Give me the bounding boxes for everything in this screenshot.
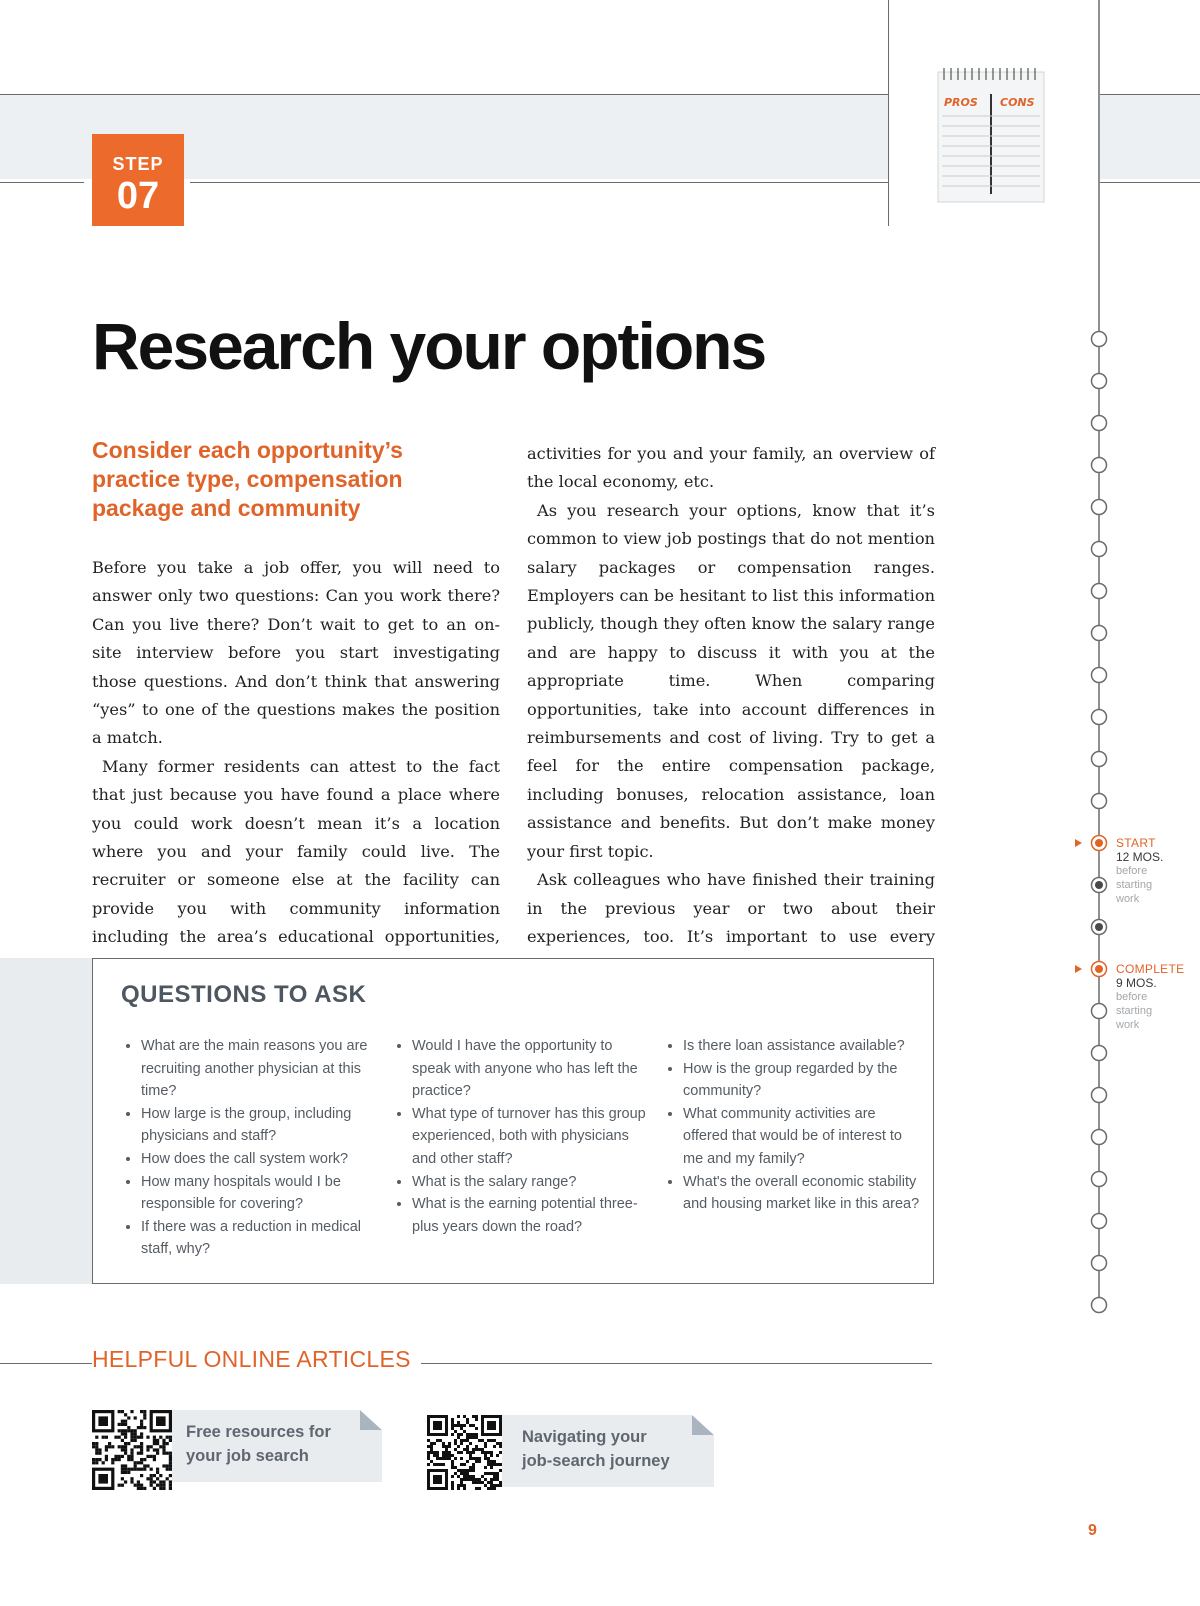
question-item: • How large is the group, including physicians and staff? (141, 1103, 381, 1148)
questions-list-2 (392, 1035, 652, 1238)
timeline-note: before (1116, 991, 1148, 1003)
article-link-1[interactable] (186, 1420, 331, 1468)
timeline-node (1092, 332, 1107, 347)
step-number: 07 (116, 175, 160, 217)
question-item: • How many hospitals would I be responsible for covering? (141, 1171, 381, 1216)
timeline-start-label (1116, 836, 1163, 906)
timeline-node (1092, 668, 1107, 683)
timeline-node (1092, 584, 1107, 599)
question-item: • What is the salary range? (412, 1171, 652, 1194)
question-item: • Is there loan assistance available? (683, 1035, 923, 1058)
body-paragraph-text: Ask colleagues who have finished their training in the previous year or two about their experiences, too. It’s important to use every (527, 870, 935, 946)
timeline-node (1092, 458, 1107, 473)
questions-title: QUESTIONS TO ASK (121, 981, 367, 1008)
timeline-node (1092, 1298, 1107, 1313)
timeline-node-fill (1095, 881, 1103, 889)
question-item: • What type of turnover has this group experienced, both with physicians and other staff? (412, 1103, 652, 1171)
question-item: • How does the call system work? (141, 1148, 381, 1171)
timeline-node (1092, 416, 1107, 431)
header-rule-left (0, 182, 84, 183)
timeline-node (1092, 374, 1107, 389)
body-paragraph: Many former residents can attest to the fact that just because you have found a place where you could work doesn’t mean it’s a location where you and your family could live. The recruiter or someone else at the facility can provide you with community information including the area’s educational opportunities, (92, 756, 500, 947)
article-title-line: your job search (186, 1447, 309, 1465)
body-paragraph: Before you take a job offer, you will need to answer only two questions: Can you work there? Can you live there? Don’t wait to get to an on-site interview before you start investigating those questions. And don’t think that answering “yes” to one of the questions makes the position a match. (92, 558, 500, 748)
article-title-line: Navigating your (522, 1428, 647, 1446)
questions-list-3 (663, 1035, 923, 1216)
timeline-complete-label (1116, 962, 1184, 1032)
timeline-note: before (1116, 865, 1148, 877)
timeline-node-fill (1095, 839, 1103, 847)
articles-heading: HELPFUL ONLINE ARTICLES (92, 1346, 421, 1373)
questions-box (92, 958, 934, 1284)
page-number: 9 (1088, 1522, 1097, 1539)
timeline-node (1092, 710, 1107, 725)
timeline-node (1092, 1256, 1107, 1271)
timeline-node (1092, 794, 1107, 809)
timeline-node-fill (1095, 965, 1103, 973)
timeline-start-title: START (1116, 836, 1156, 850)
timeline-complete-title: COMPLETE (1116, 962, 1185, 976)
question-item: • What is the earning potential three-plus years down the road? (412, 1193, 652, 1238)
timeline-node (1092, 1046, 1107, 1061)
timeline-node (1092, 500, 1107, 515)
question-item: • How is the group regarded by the community? (683, 1058, 923, 1103)
step-badge (92, 134, 184, 226)
qr-code-icon[interactable] (427, 1415, 502, 1490)
timeline-node (1092, 752, 1107, 767)
qr-code-icon[interactable] (92, 1410, 172, 1490)
timeline-note: starting (1116, 1005, 1153, 1017)
body-column-2 (527, 440, 935, 980)
body-paragraph: As you research your options, know that it’s common to view job postings that do not mention salary packages or compensation ranges. Employers can be hesitant to list this information publicly, though they often know the salary range and are happy to discuss it with you at the appropriate time. When comparing opportunities, take into account differences in reimbursements and cost of living. Try to get a feel for the entire compensation package, including bonuses, relocation assistance, loan assistance and benefits. But don’t make money your first topic. (527, 500, 935, 861)
step-label: STEP (112, 154, 164, 174)
timeline-node (1092, 1130, 1107, 1145)
questions-list-1 (121, 1035, 381, 1261)
timeline-node (1092, 1004, 1107, 1019)
timeline-node (1092, 1214, 1107, 1229)
page-corner-icon (692, 1415, 714, 1435)
article-title-line: job-search journey (522, 1452, 670, 1470)
question-item: • What community activities are offered that would be of interest to me and my family? (683, 1103, 923, 1171)
body-paragraph: activities for you and your family, an overview of the local economy, etc. (527, 444, 935, 492)
cons-label: CONS (1000, 96, 1035, 109)
question-item: • What are the main reasons you are recruiting another physician at this time? (141, 1035, 381, 1103)
article-title-line: Free resources for (186, 1423, 331, 1441)
question-item: • Would I have the opportunity to speak with anyone who has left the practice? (412, 1035, 652, 1103)
body-column-1 (92, 554, 500, 980)
header-divider (888, 0, 889, 226)
question-item: • If there was a reduction in medical staff, why? (141, 1216, 381, 1261)
article-link-2[interactable] (522, 1425, 670, 1473)
timeline-marker-icon (1075, 839, 1082, 847)
timeline-note: work (1116, 893, 1140, 905)
timeline-node (1092, 1172, 1107, 1187)
pros-label: PROS (944, 96, 978, 109)
timeline-marker-icon (1075, 965, 1082, 973)
timeline-node (1092, 1088, 1107, 1103)
subhead: Consider each opportunity’s practice type, compensation package and community (92, 437, 403, 521)
questions-side-panel (0, 958, 92, 1284)
question-item: • What's the overall economic stability and housing market like in this area? (683, 1171, 923, 1216)
timeline-note: starting (1116, 879, 1153, 891)
timeline-note: work (1116, 1019, 1140, 1031)
timeline-node-fill (1095, 923, 1103, 931)
header-rule-middle (190, 182, 888, 183)
timeline-complete-value: 9 MOS. (1116, 976, 1157, 990)
timeline-node (1092, 626, 1107, 641)
timeline-start-value: 12 MOS. (1116, 850, 1164, 864)
page-corner-icon (360, 1410, 382, 1430)
pros-cons-notepad-icon (936, 68, 1046, 204)
timeline-node (1092, 542, 1107, 557)
timeline-track (1070, 0, 1200, 1320)
page-title: Research your options (92, 309, 766, 383)
